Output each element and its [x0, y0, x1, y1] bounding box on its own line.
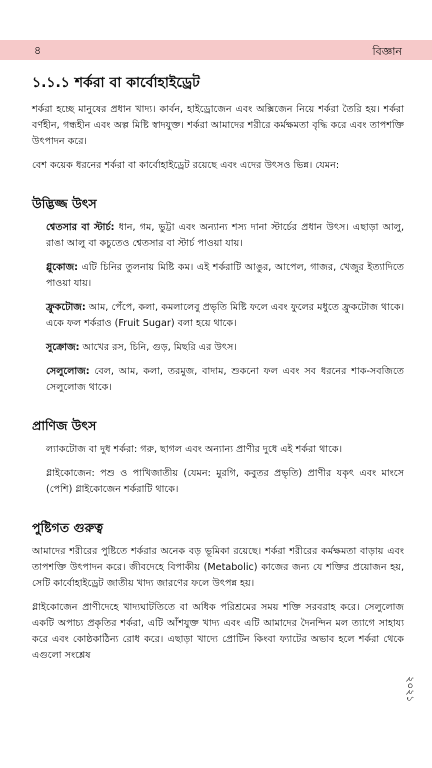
- term-description: ধান, গম, ভুট্টা এবং অন্যান্য শস্য দানা স্টার্চের প্রধান উৎস। এছাড়া আলু, রাঙা আলু বা কচুতেও শ্বেতসার বা স্টার্চ পাওয়া যায়।: [46, 222, 404, 249]
- term-description: এটি চিনির তুলনায় মিষ্টি কম। এই শর্করাটি আঙুর, আপেল, গাজর, খেজুর ইত্যাদিতে পাওয়া যায়।: [46, 262, 404, 289]
- plant-item-cellulose: [32, 364, 404, 396]
- plant-item-fructose: [32, 300, 404, 332]
- subject-title: বিজ্ঞান: [372, 45, 402, 58]
- term-description: গরু, ছাগল এবং অন্যান্য প্রাণীর দুধে এই শর্করা থাকে।: [137, 444, 343, 455]
- section-title: ১.১.১ শর্করা বা কার্বোহাইড্রেট: [32, 75, 200, 91]
- page-content: [32, 74, 404, 672]
- term-label: ফ্রুকটোজ:: [46, 302, 86, 313]
- term-label: সেলুলোজ:: [46, 366, 90, 377]
- side-label-text: ২০২১: [404, 676, 415, 702]
- animal-item-lactose: [32, 442, 404, 458]
- plant-item-sucrose: [32, 340, 404, 356]
- nutrition-paragraph-2: গ্লাইকোজেন প্রাণীদেহে খাদ্যঘাটতিতে বা অধিক পরিশ্রমের সময় শক্তি সরবরাহ করে। সেলুলোজ একটি অপাচ্য প্রকৃতির শর্করা, এটি আঁশযুক্ত খাদ্য এবং এটি আমাদের দৈনন্দিন মল ত্যাগে সাহায্য করে এবং কোষ্ঠকাঠিন্য রোধ করে। এছাড়া খাদ্যে প্রোটিন কিংবা ফ্যাটের অভাব হলে শর্করা থেকে এগুলো সংশ্লেষ: [32, 602, 404, 661]
- plant-item-glucose: [32, 260, 404, 292]
- term-description: বেল, আম, কলা, তরমুজ, বাদাম, শুকনো ফল এবং সব ধরনের শাক-সবজিতে সেলুলোজ থাকে।: [46, 366, 404, 393]
- page-number: ৪: [34, 44, 42, 57]
- intro-paragraph-1: শর্করা হচ্ছে মানুষের প্রধান খাদ্য। কার্বন, হাইড্রোজেন এবং অক্সিজেন নিয়ে শর্করা তৈরি হয়। শর্করা বর্ণহীন, গন্ধহীন এবং অল্প মিষ্টি স্বাদযুক্ত। শর্করা আমাদের শরীরে কর্মক্ষমতা বৃদ্ধি করে এবং তাপশক্তি উৎপাদন করে।: [32, 104, 404, 147]
- intro-paragraph-2: বেশ কয়েক ধরনের শর্করা বা কার্বোহাইড্রেট রয়েছে এবং এদের উৎসও ভিন্ন। যেমন:: [32, 160, 340, 171]
- term-label: গ্লাইকোজেন:: [46, 468, 95, 479]
- plant-source-heading: উদ্ভিজ্জ উৎস: [32, 196, 97, 211]
- animal-source-heading: প্রাণিজ উৎস: [32, 418, 97, 433]
- nutrition-heading: পুষ্টিগত গুরুত্ব: [32, 520, 104, 535]
- term-label: ল্যাকটোজ বা দুধ শর্করা:: [46, 444, 138, 455]
- animal-item-glycogen: [32, 466, 404, 498]
- term-description: পশু ও পাখিজাতীয় (যেমন: মুরগি, কবুতর প্রভৃতি) প্রাণীর যকৃৎ এবং মাংসে (পেশি) গ্লাইকোজেন শর্করাটি থাকে।: [46, 468, 404, 495]
- page-header: [0, 40, 432, 60]
- side-label: [404, 676, 418, 712]
- term-label: সুক্রোজ:: [46, 342, 80, 353]
- nutrition-paragraph-1: আমাদের শরীরের পুষ্টিতে শর্করার অনেক বড় ভূমিকা রয়েছে। শর্করা শরীরের কর্মক্ষমতা বাড়ায় এবং তাপশক্তি উৎপাদন করে। জীবদেহে বিপাকীয় (Metabolic) কাজের জন্য যে শক্তির প্রয়োজন হয়, সেটি কার্বোহাইড্রেট জাতীয় খাদ্য জারণের ফলে উৎপন্ন হয়।: [32, 546, 404, 589]
- term-description: আখের রস, চিনি, গুড়, মিছরি এর উৎস।: [79, 342, 237, 353]
- term-label: গ্লুকোজ:: [46, 262, 78, 273]
- term-label: শ্বেতসার বা স্টার্চ:: [46, 222, 115, 233]
- term-description: আম, পেঁপে, কলা, কমলালেবু প্রভৃতি মিষ্টি ফলে এবং ফুলের মধুতে ফ্রুকটোজ থাকে। একে ফল শর্করাও (Fruit Sugar) বলা হয়ে থাকে।: [46, 302, 404, 329]
- plant-item-starch: [32, 220, 404, 252]
